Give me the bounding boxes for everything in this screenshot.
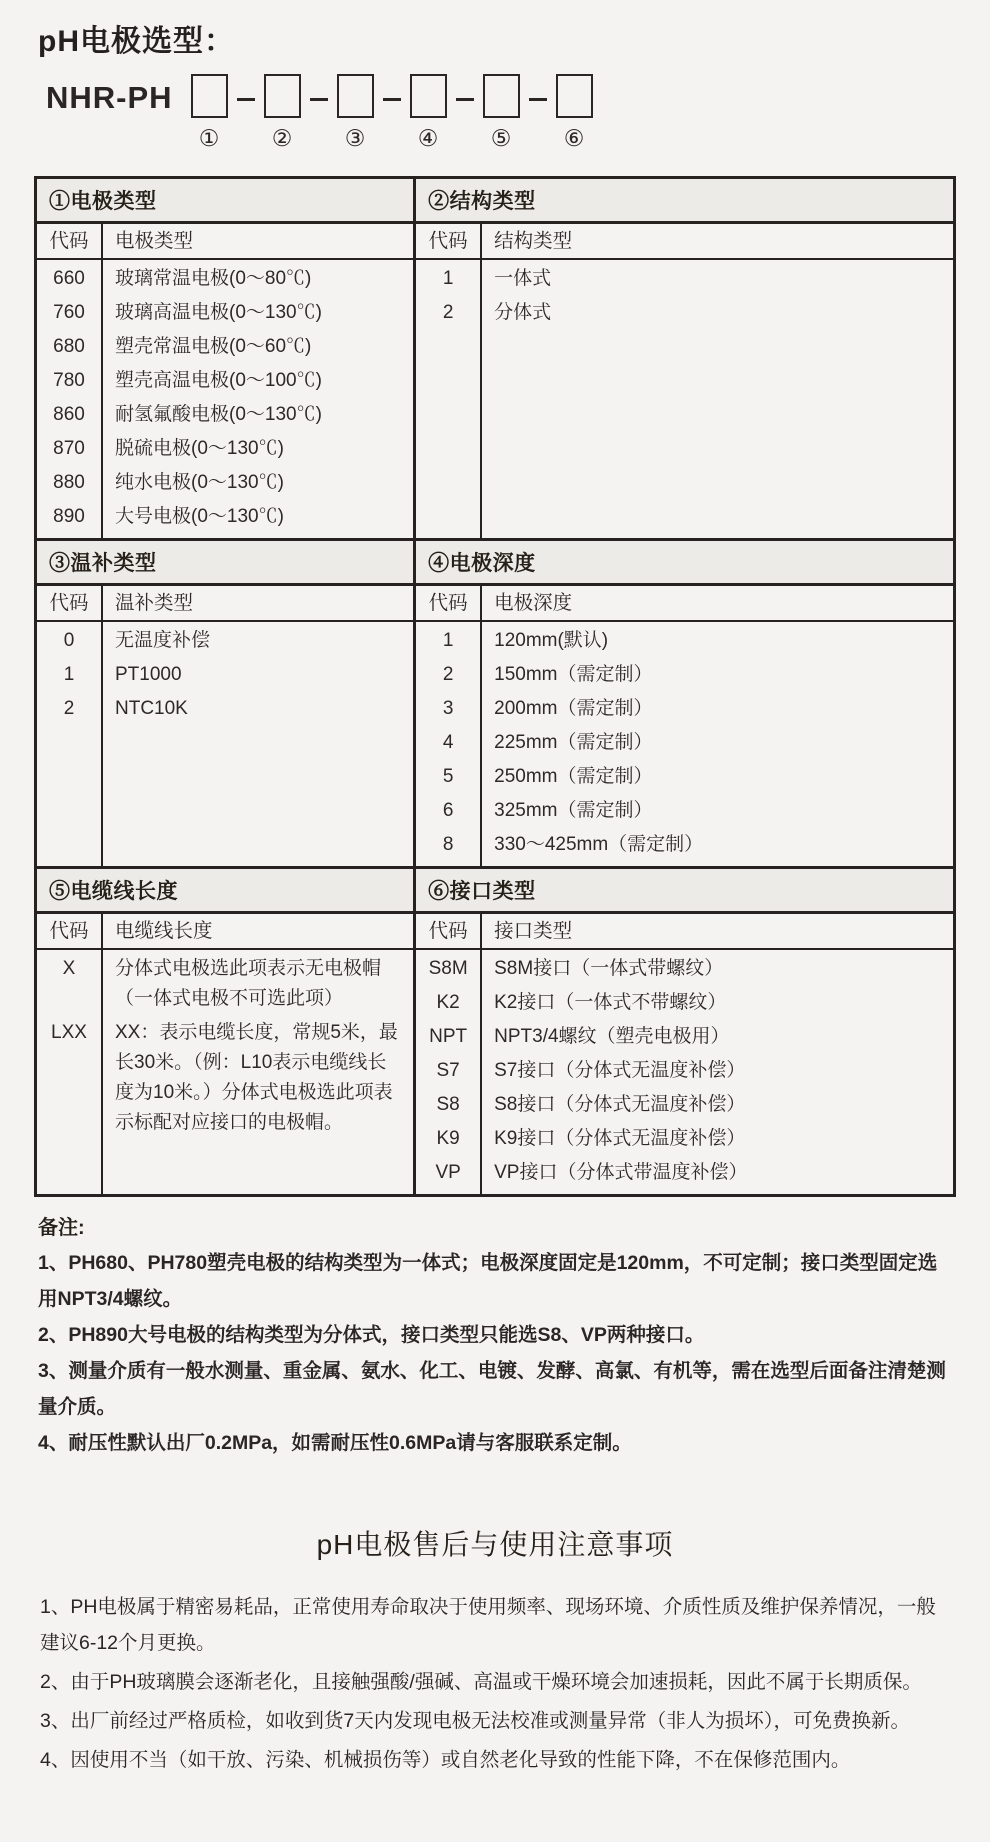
code-cell: 4 [442, 732, 454, 753]
model-code-builder [46, 74, 956, 152]
value-cell: 耐氢氟酸电极(0～130℃) [115, 404, 322, 425]
note-item: 1、PH680、PH780塑壳电极的结构类型为一体式；电极深度固定是120mm，不可定制；接口类型固定选用NPT3/4螺纹。 [38, 1252, 938, 1310]
code-cell: 1 [442, 268, 454, 289]
model-slot-number: ⑤ [490, 125, 512, 151]
model-slot [191, 74, 228, 152]
type-header-cell: 电缆线长度 [101, 914, 413, 950]
code-cell: NPT [429, 1026, 468, 1047]
subtable-title: ②结构类型 [416, 179, 953, 224]
model-slot-box [264, 74, 301, 118]
value-cell: S8接口（分体式无温度补偿） [494, 1094, 746, 1115]
subtable-title: ①电极类型 [37, 179, 413, 224]
subtable-title: ⑥接口类型 [416, 869, 953, 914]
subtable-body [416, 586, 953, 866]
value-cell: 225mm（需定制） [494, 732, 653, 753]
notes-section [38, 1211, 954, 1461]
value-cell: PT1000 [115, 664, 182, 685]
value-cell: 150mm（需定制） [494, 664, 653, 685]
code-cell: S8 [436, 1094, 460, 1115]
code-header-cell: 代码 [37, 586, 101, 622]
value-cell: 玻璃常温电极(0～80℃) [115, 268, 312, 289]
type-header-cell: 温补类型 [101, 586, 413, 622]
subtable-title: ④电极深度 [416, 541, 953, 586]
dash-separator [310, 98, 328, 101]
code-header-cell: 代码 [37, 914, 101, 950]
model-slot-number: ⑥ [563, 125, 585, 151]
page-title: pH电极选型： [38, 25, 235, 58]
model-slot-box [410, 74, 447, 118]
code-cell: 5 [442, 766, 454, 787]
notes-list [38, 1245, 954, 1461]
subtable-title: ⑤电缆线长度 [37, 869, 413, 914]
table-band [37, 538, 953, 866]
model-slot-box [483, 74, 520, 118]
model-slot [483, 74, 520, 152]
value-cell: VP接口（分体式带温度补偿） [494, 1162, 748, 1183]
subtable-body [37, 586, 413, 866]
model-prefix: NHR-PH [46, 80, 173, 115]
value-cell: 分体式 [494, 302, 552, 323]
code-cell: LXX [51, 1022, 87, 1043]
code-cell: 780 [53, 370, 85, 391]
value-cell: XX：表示电缆长度，常规5米，最长30米。（例：L10表示电缆线长度为10米。）分体式电极选此项表示标配对应接口的电极帽。 [115, 1022, 398, 1133]
spec-table [34, 176, 956, 1197]
type-header-cell: 电极类型 [101, 224, 413, 260]
value-cell: 330～425mm（需定制） [494, 834, 704, 855]
aftercare-title: pH电极售后与使用注意事项 [316, 1529, 674, 1560]
value-cell: S8M接口（一体式带螺纹） [494, 958, 724, 979]
subtable-cable-length [37, 869, 413, 1194]
type-header-cell: 结构类型 [480, 224, 953, 260]
value-cell: 纯水电极(0～130℃) [115, 472, 284, 493]
value-cell: NPT3/4螺纹（塑壳电极用） [494, 1026, 730, 1047]
value-cell: 脱硫电极(0～130℃) [115, 438, 284, 459]
subtable-electrode-type [37, 179, 413, 538]
code-cell: 8 [442, 834, 454, 855]
model-slot-number: ③ [344, 125, 366, 151]
value-cell: 200mm（需定制） [494, 698, 653, 719]
subtable-title: ③温补类型 [37, 541, 413, 586]
table-band [37, 866, 953, 1194]
dash-separator [383, 98, 401, 101]
code-cell: 890 [53, 506, 85, 527]
code-cell: VP [435, 1162, 461, 1183]
code-cell: S8M [428, 958, 468, 979]
code-cell: 3 [442, 698, 454, 719]
code-cell: 870 [53, 438, 85, 459]
code-cell: 2 [63, 698, 75, 719]
model-slots [191, 74, 593, 152]
table-band [37, 179, 953, 538]
code-cell: K2 [436, 992, 460, 1013]
model-slot-box [337, 74, 374, 118]
dash-separator [456, 98, 474, 101]
subtable-structure-type [413, 179, 953, 538]
code-header-cell: 代码 [416, 224, 480, 260]
subtable-body [37, 914, 413, 1194]
model-slot [410, 74, 447, 152]
code-header-cell: 代码 [416, 914, 480, 950]
code-header-cell: 代码 [416, 586, 480, 622]
code-cell: 1 [442, 630, 454, 651]
model-slot-box [191, 74, 228, 118]
model-slot [556, 74, 593, 152]
aftercare-list [34, 1589, 956, 1778]
value-cell: 玻璃高温电极(0～130℃) [115, 302, 322, 323]
subtable-electrode-depth [413, 541, 953, 866]
subtable-body [37, 224, 413, 538]
aftercare-section [34, 1523, 956, 1778]
value-cell: K2接口（一体式不带螺纹） [494, 992, 727, 1013]
type-header-cell: 电极深度 [480, 586, 953, 622]
code-cell: 860 [53, 404, 85, 425]
note-item: 4、耐压性默认出厂0.2MPa，如需耐压性0.6MPa请与客服联系定制。 [38, 1432, 632, 1454]
code-cell: 6 [442, 800, 454, 821]
aftercare-item: 4、因使用不当（如干放、污染、机械损伤等）或自然老化导致的性能下降，不在保修范围内。 [40, 1749, 851, 1771]
aftercare-item: 2、由于PH玻璃膜会逐渐老化，且接触强酸/强碱、高温或干燥环境会加速损耗，因此不属于长期质保。 [40, 1671, 922, 1693]
model-slot-number: ④ [417, 125, 439, 151]
code-cell: S7 [436, 1060, 460, 1081]
code-cell: 680 [53, 336, 85, 357]
code-header-cell: 代码 [37, 224, 101, 260]
value-cell: 325mm（需定制） [494, 800, 653, 821]
value-cell: K9接口（分体式无温度补偿） [494, 1128, 746, 1149]
code-cell: X [62, 958, 76, 979]
model-slot-number: ② [271, 125, 293, 151]
dash-separator [237, 98, 255, 101]
value-cell: 塑壳高温电极(0～100℃) [115, 370, 322, 391]
code-cell: 2 [442, 302, 454, 323]
note-item: 3、测量介质有一般水测量、重金属、氨水、化工、电镀、发酵、高氯、有机等，需在选型后面备注清楚测量介质。 [38, 1360, 946, 1418]
code-cell: 760 [53, 302, 85, 323]
subtable-body [416, 914, 953, 1194]
value-cell: 塑壳常温电极(0～60℃) [115, 336, 312, 357]
subtable-body [416, 224, 953, 538]
aftercare-item: 3、出厂前经过严格质检，如收到货7天内发现电极无法校准或测量异常（非人为损坏），可免费换新。 [40, 1710, 910, 1732]
aftercare-item: 1、PH电极属于精密易耗品，正常使用寿命取决于使用频率、现场环境、介质性质及维护保养情况，一般建议6-12个月更换。 [40, 1596, 936, 1654]
value-cell: 一体式 [494, 268, 552, 289]
value-cell: 分体式电极选此项表示无电极帽（一体式电极不可选此项） [115, 958, 382, 1009]
model-slot-number: ① [198, 125, 220, 151]
code-cell: 660 [53, 268, 85, 289]
subtable-temp-comp-type [37, 541, 413, 866]
subtable-interface-type [413, 869, 953, 1194]
value-cell: 250mm（需定制） [494, 766, 653, 787]
model-slot [337, 74, 374, 152]
note-item: 2、PH890大号电极的结构类型为分体式，接口类型只能选S8、VP两种接口。 [38, 1324, 705, 1346]
value-cell: S7接口（分体式无温度补偿） [494, 1060, 746, 1081]
value-cell: 大号电极(0～130℃) [115, 506, 284, 527]
value-cell: NTC10K [115, 698, 188, 719]
code-cell: 2 [442, 664, 454, 685]
model-slot-box [556, 74, 593, 118]
code-cell: 0 [63, 630, 75, 651]
notes-title: 备注: [38, 1217, 85, 1239]
value-cell: 120mm(默认) [494, 630, 609, 651]
code-cell: K9 [436, 1128, 460, 1149]
code-cell: 1 [63, 664, 75, 685]
dash-separator [529, 98, 547, 101]
type-header-cell: 接口类型 [480, 914, 953, 950]
code-cell: 880 [53, 472, 85, 493]
model-slot [264, 74, 301, 152]
value-cell: 无温度补偿 [115, 630, 211, 651]
